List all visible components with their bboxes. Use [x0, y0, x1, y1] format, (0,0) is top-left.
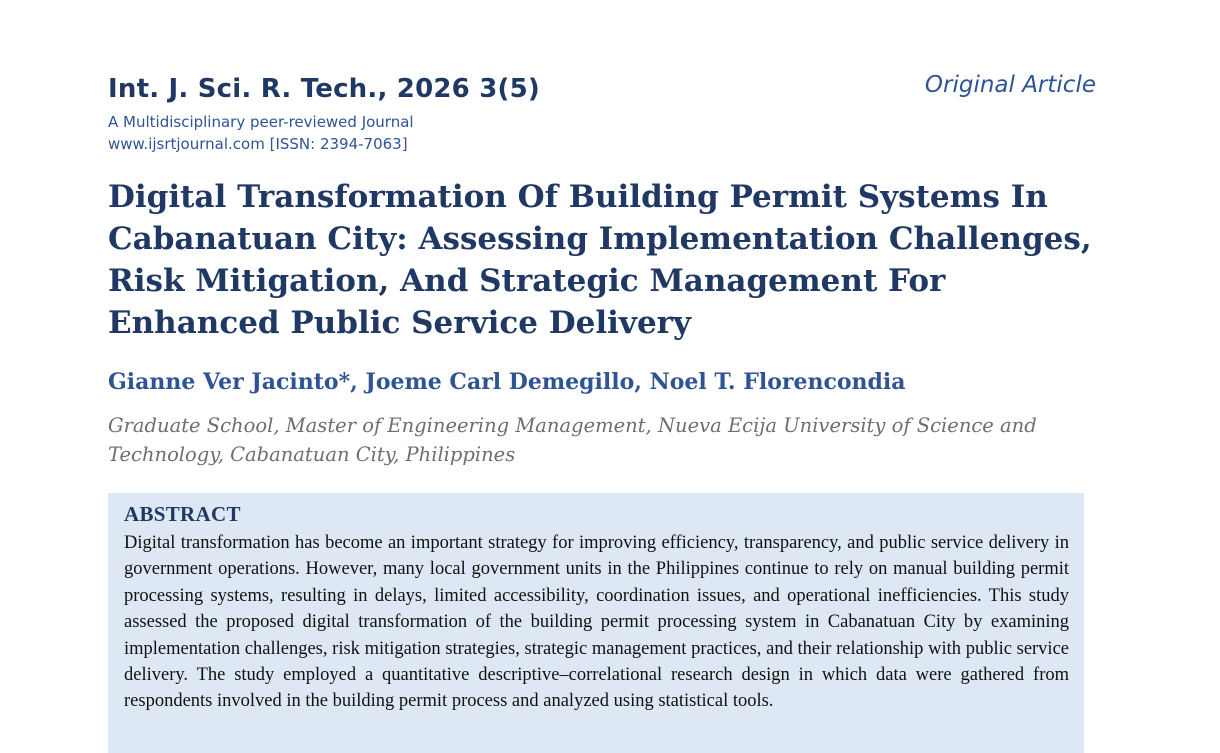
author-list: Gianne Ver Jacinto*, Joeme Carl Demegillo, Noel T. Florencondia — [108, 369, 906, 395]
journal-website[interactable]: www.ijsrtjournal.com [ISSN: 2394-7063] — [108, 135, 408, 153]
journal-tagline: A Multidisciplinary peer-reviewed Journal — [108, 113, 414, 131]
author-affiliation: Graduate School, Master of Engineering Management, Nueva Ecija University of Science and Technology, Cabanatuan City, Philippines — [108, 414, 1037, 466]
article-type: Original Article — [924, 72, 1096, 98]
abstract-body: Digital transformation has become an important strategy for improving efficiency, transparency, and public service delivery in government operations. However, many local government units in the Philippines continue to rely on manual building permit processing systems, resulting in delays, limited accessibility, coordination issues, and operational inefficiencies. This study assessed the proposed digital transformation of the building permit processing system in Cabanatuan City by examining implementation challenges, risk mitigation strategies, strategic management practices, and their relationship with public service delivery. The study employed a quantitative descriptive–correlational research design in which data were gathered from respondents involved in the building permit process and analyzed using statistical tools. — [124, 533, 1069, 712]
article-title: Digital Transformation Of Building Permit Systems In Cabanatuan City: Assessing Implementation Challenges, Risk Mitigation, And Strategic Management For Enhanced Public Service Delivery — [108, 179, 1092, 341]
journal-citation: Int. J. Sci. R. Tech., 2026 3(5) — [108, 74, 540, 104]
abstract-heading: ABSTRACT — [124, 502, 241, 526]
abstract-section — [108, 493, 1084, 753]
